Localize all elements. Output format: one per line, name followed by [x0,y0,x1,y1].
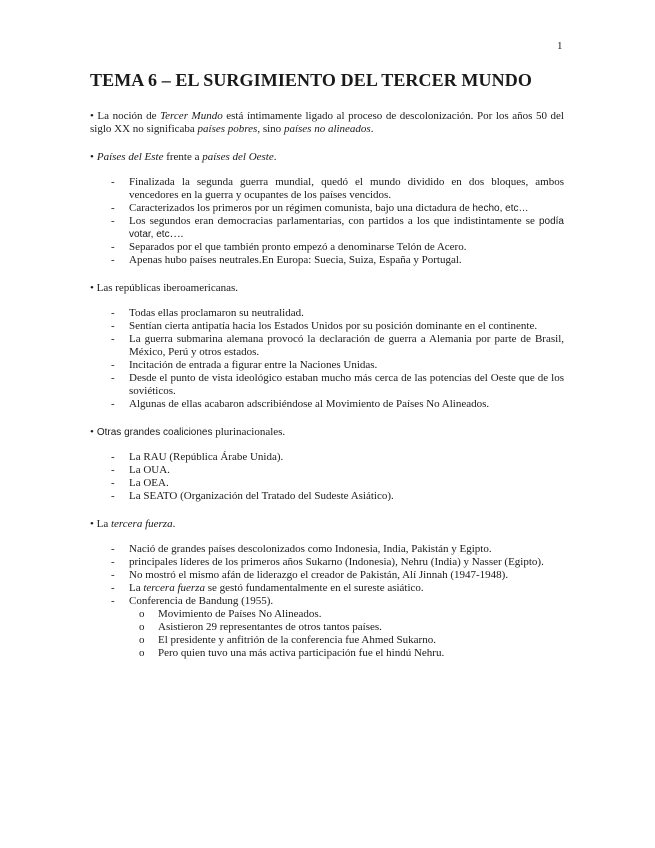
sublist-item: o El presidente y anfitrión de la conferencia fue Ahmed Sukarno. [129,634,564,647]
list-item [90,202,564,215]
heading-term: Países del Este [96,151,164,163]
list-item: - La OEA. [90,477,564,490]
list-item [90,595,564,660]
section-tercera-fuerza [90,518,564,660]
intro-paragraph [90,110,564,136]
list-item-text: hecho, etc… [472,203,529,214]
intro-text: La noción de [93,110,161,122]
sublist-item: o Movimiento de Países No Alineados. [129,608,564,621]
list-item: - La OUA. [90,464,564,477]
list-item: - La SEATO (Organización del Tratado del Sudeste Asiático). [90,490,564,503]
heading-text: La [93,518,111,530]
list-item: - Todas ellas proclamaron su neutralidad. [90,307,564,320]
list-item-text: Conferencia de Bandung (1955). [129,595,274,607]
list-item: - principales líderes de los primeros años Sukarno (Indonesia), Nehru (India) y Nasser (Egipto). [90,556,564,569]
list-item-text: podía votar, etc [129,216,564,240]
list-item: - La RAU (República Árabe Unida). [90,451,564,464]
list-item: - Incitación de entrada a figurar entre la Naciones Unidas. [90,359,564,372]
heading-text: frente a [163,151,203,163]
document-body [90,110,564,675]
intro-term: países pobres [197,123,258,135]
heading-text: . [172,518,176,530]
list-item-text: …. [169,228,184,240]
section-heading [90,151,564,164]
heading-term: países del Oeste [202,151,274,163]
list-item-text: se gestó fundamentalmente en el sureste asiático. [204,582,424,594]
heading-text: Las repúblicas iberoamericanas. [93,282,239,294]
page-title: TEMA 6 – EL SURGIMIENTO DEL TERCER MUNDO [90,70,532,90]
sublist-item: o Pero quien tuvo una más activa participación fue el hindú Nehru. [129,647,564,660]
list-item: - Finalizada la segunda guerra mundial, quedó el mundo dividido en dos bloques, ambos vencedores en la guerra y ocupantes de los países vencidos. [90,176,564,202]
bullet: • [90,151,94,163]
intro-term: países no alineados [283,123,371,135]
list-item: - Sentían cierta antipatía hacia los Estados Unidos por su posición dominante en el continente. [90,320,564,333]
bullet: • [90,518,94,530]
section-heading [90,282,564,295]
list-item [90,215,564,241]
bullet: • [90,282,94,294]
list-item-text: Los segundos eran democracias parlamentarias, con partidos a los que indistintamente se [129,215,539,227]
intro-section [90,110,564,136]
dash-list [90,307,564,411]
list-item-text: Caracterizados los primeros por un régimen comunista, bajo una dictadura de [129,202,473,214]
bullet: • [90,426,94,438]
section-este-oeste [90,151,564,267]
circle-sublist [129,608,564,660]
heading-text: . [273,151,277,163]
section-iberoamericanas [90,282,564,411]
bullet: • [90,110,94,122]
intro-term: Tercer Mundo [160,110,223,122]
intro-text: . [370,123,374,135]
intro-text: está íntimamente ligado al proceso de descolonización. Por los años 50 del siglo XX no significaba [90,110,564,135]
heading-text: plurinacionales. [212,426,286,438]
section-coaliciones [90,426,564,503]
dash-list [90,451,564,503]
section-heading [90,426,564,439]
list-item [90,582,564,595]
list-item: - Desde el punto de vista ideológico estaban mucho más cerca de las potencias del Oeste que de los soviéticos. [90,372,564,398]
sublist-item: o Asistieron 29 representantes de otros tantos países. [129,621,564,634]
list-item: - La guerra submarina alemana provocó la declaración de guerra a Alemania por parte de Brasil, México, Perú y otros estados. [90,333,564,359]
list-item: - No mostró el mismo afán de liderazgo el creador de Pakistán, Alí Jinnah (1947-1948). [90,569,564,582]
section-heading [90,518,564,531]
heading-text: Otras grandes coaliciones [96,427,213,438]
list-item-term: tercera fuerza [143,582,205,594]
list-item: - Separados por el que también pronto empezó a denominarse Telón de Acero. [90,241,564,254]
list-item: - Apenas hubo países neutrales.En Europa: Suecia, Suiza, España y Portugal. [90,254,564,267]
dash-list [90,176,564,267]
list-item-text: La [129,582,144,594]
heading-term: tercera fuerza [110,518,173,530]
list-item: - Nació de grandes países descolonizados como Indonesia, India, Pakistán y Egipto. [90,543,564,556]
intro-text: , sino [257,123,284,135]
dash-list [90,543,564,660]
list-item: - Algunas de ellas acabaron adscribiéndose al Movimiento de Países No Alineados. [90,398,564,411]
page-number: 1 [557,40,563,52]
